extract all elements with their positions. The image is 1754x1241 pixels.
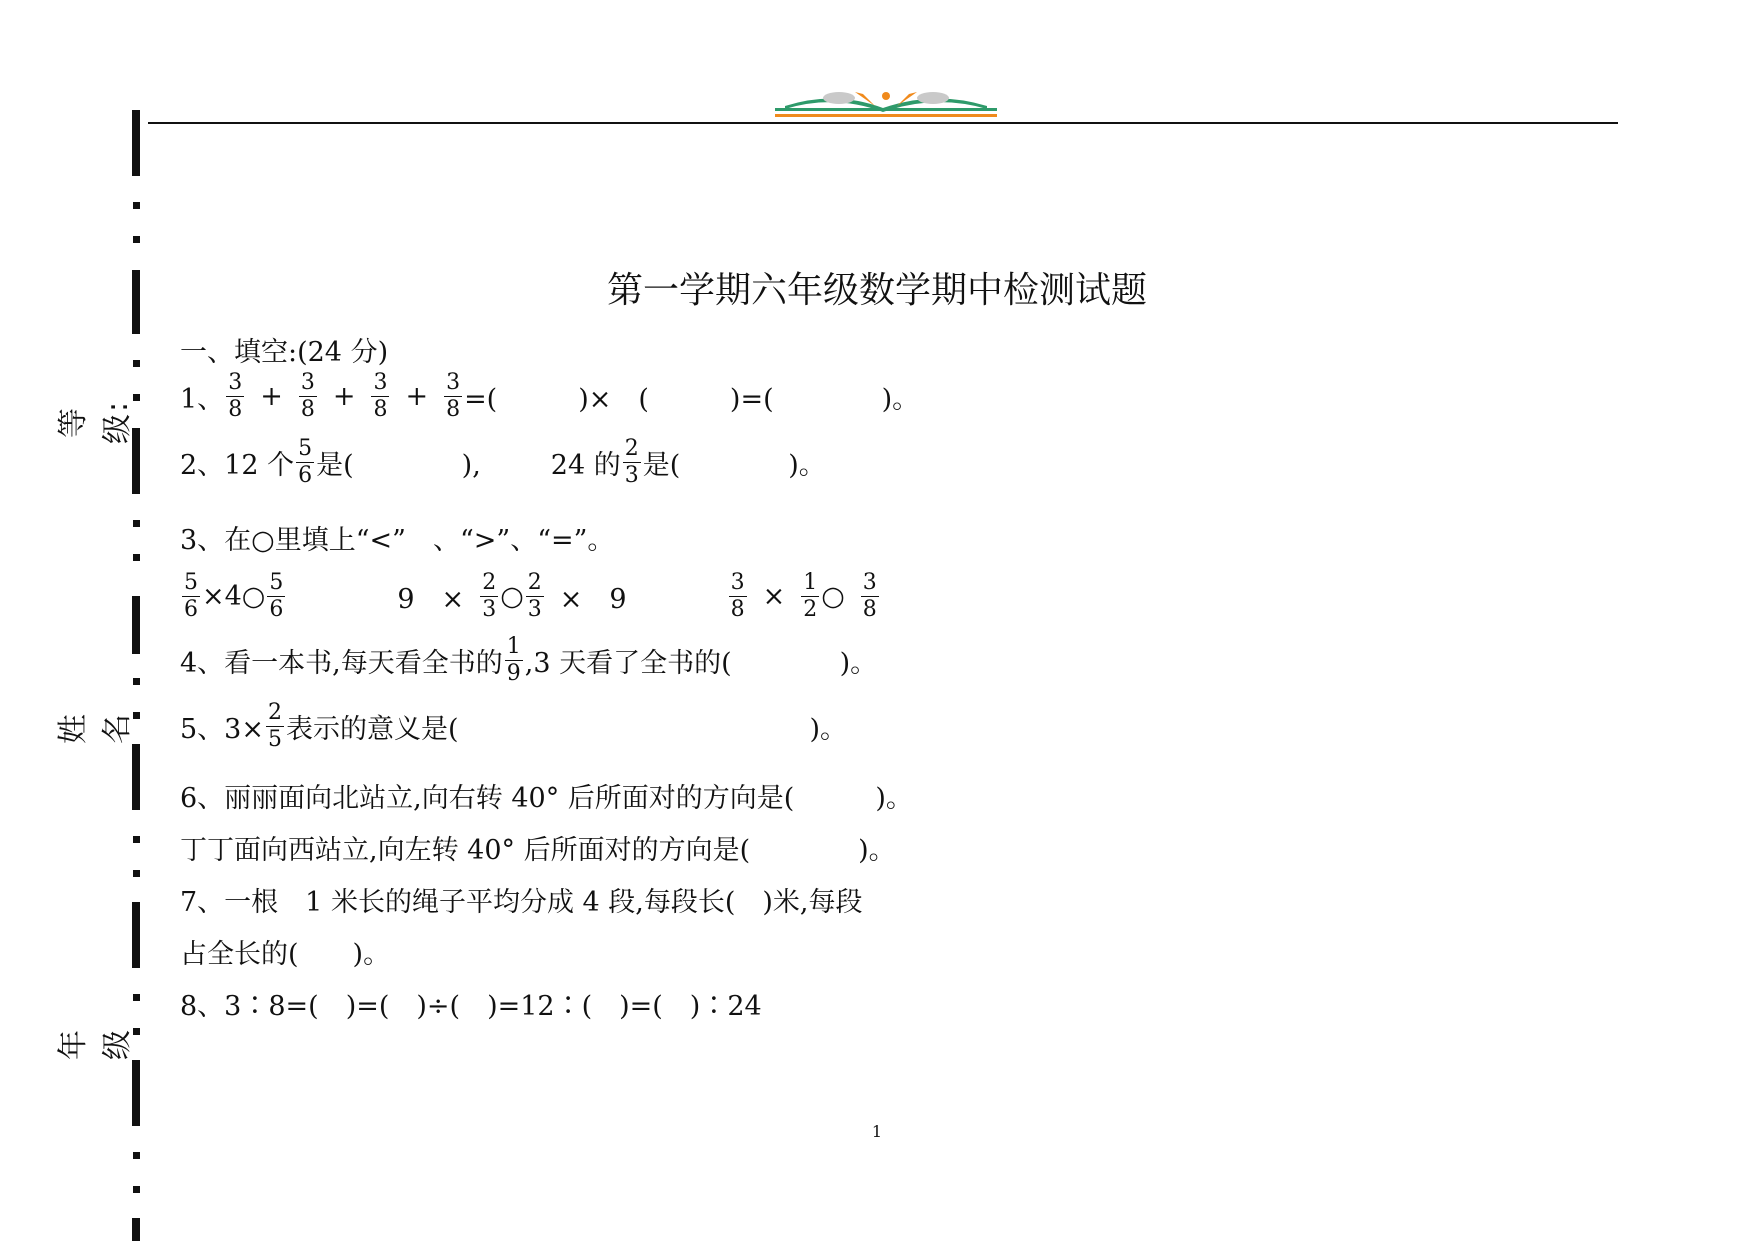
fraction: $\frac{3}{8}$ [373,370,388,422]
margin-dot [133,520,140,527]
fraction: $\frac{3}{8}$ [862,570,877,622]
question-5 [180,702,847,751]
question-4 [180,636,877,685]
question-8: 8、3∶8=( )=( )÷( )=12∶( )=( )∶24 [180,991,762,1022]
grade-label: 年级 [56,1028,135,1060]
fraction: $\frac{3}{8}$ [228,370,243,422]
q3c-circle: ○ [821,581,845,612]
margin-bar [132,744,140,810]
margin-bar [132,902,140,968]
fraction: $\frac{2}{5}$ [267,700,282,752]
fraction: $\frac{3}{8}$ [446,370,461,422]
q2-tail: 是( )。 [642,450,826,481]
school-logo-icon [775,88,997,120]
plus-sign: + [332,381,356,412]
fraction: $\frac{5}{6}$ [298,436,313,488]
header-rule [148,122,1618,124]
q1-tail: =( )× ( )=( )。 [464,384,920,415]
q3b-pre: 9 × [397,584,465,615]
fraction: $\frac{5}{6}$ [184,570,198,622]
margin-dot [133,1152,140,1159]
fraction: $\frac{5}{6}$ [269,570,284,622]
plus-sign: + [405,381,429,412]
q4-prefix: 4、看一本书,每天看全书的 [180,648,503,679]
margin-dot [133,1186,140,1193]
q5-prefix: 5、3× [180,714,264,745]
plus-sign: + [260,381,283,412]
fraction: $\frac{1}{9}$ [506,634,521,686]
q1-prefix: 1、 [180,384,225,415]
question-1 [180,372,919,421]
fraction: $\frac{1}{2}$ [803,570,818,622]
q3c-mid: × [762,581,786,612]
margin-bar [132,110,140,176]
q4-tail: ,3 天看了全书的( )。 [524,648,878,679]
margin-dot [133,360,140,367]
page-title: 第一学期六年级数学期中检测试题 [606,270,1147,311]
question-3-items [180,572,881,621]
q3a-mid: ×4○ [202,581,266,612]
margin-dot [133,836,140,843]
question-6-line-1: 6、丽丽面向北站立,向右转 40° 后所面对的方向是( )。 [180,783,913,814]
fraction: $\frac{3}{8}$ [300,370,315,422]
name-label: 姓名 [56,712,135,744]
question-6-line-2: 丁丁面向西站立,向左转 40° 后所面对的方向是( )。 [180,835,896,866]
fraction: $\frac{3}{8}$ [730,570,745,622]
q3b-post: × 9 [559,584,627,615]
fraction: $\frac{2}{3}$ [624,436,639,488]
margin-bar [132,1218,140,1241]
question-7-line-1: 7、一根 1 米长的绳子平均分成 4 段,每段长( )米,每段 [180,887,863,918]
margin-dot [133,870,140,877]
section-heading: 一、填空:(24 分) [180,337,389,368]
margin-dot [133,678,140,685]
margin-bar [132,1060,140,1126]
grade-level-label: 等级: [56,399,135,444]
margin-dot [133,202,140,209]
margin-dot [133,554,140,561]
question-7-line-2: 占全长的( )。 [180,939,391,970]
q2-mid: 是( ), [316,450,481,481]
fraction: $\frac{2}{3}$ [482,570,497,622]
q3b-mid: ○ [500,581,524,612]
margin-dot [133,236,140,243]
margin-bar [132,596,140,654]
question-2 [180,438,826,487]
margin-dot [133,994,140,1001]
question-3: 3、在○里填上“<” 、“>”、“=”。 [180,525,615,556]
q2-prefix: 2、12 个 [180,450,295,481]
q2-mid2: 24 的 [550,450,621,481]
q5-tail: 表示的意义是( )。 [285,714,848,745]
fraction: $\frac{2}{3}$ [527,570,542,622]
page-number: 1 [871,1122,883,1141]
